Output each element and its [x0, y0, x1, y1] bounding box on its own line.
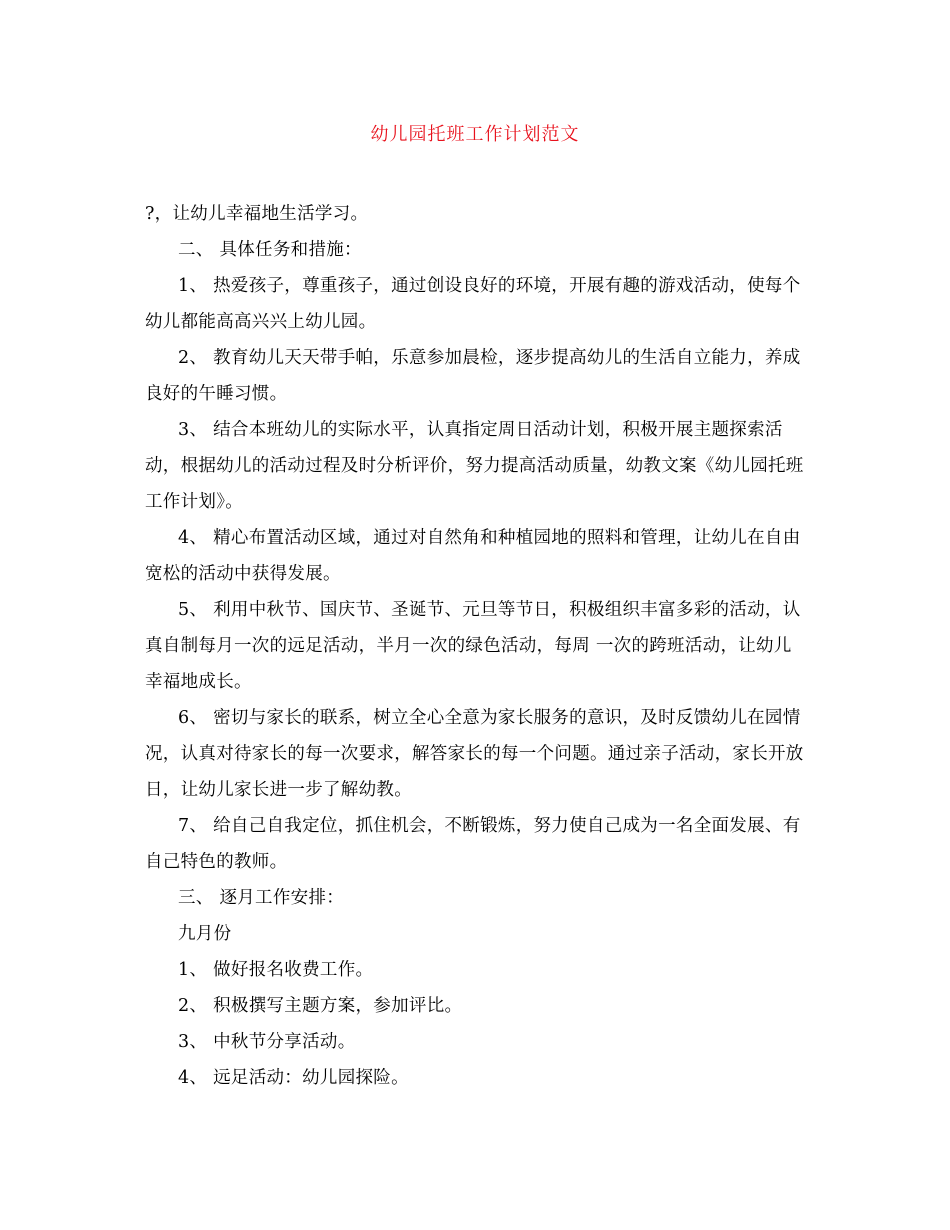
month-heading-september: 九月份: [178, 924, 232, 944]
task-item-7: 7、 给自己自我定位，抓住机会，不断锻炼，努力使自己成为一名全面发展、有自己特色的教师。: [145, 816, 801, 872]
document-title: 幼儿园托班工作计划范文: [370, 124, 580, 145]
document-body: [145, 196, 805, 1096]
september-item-1: 1、 做好报名收费工作。: [178, 960, 374, 980]
september-item-4: 4、 远足活动：幼儿园探险。: [178, 1068, 409, 1088]
task-item-6: 6、 密切与家长的联系，树立全心全意为家长服务的意识，及时反馈幼儿在园情况，认真对待家长的每一次要求，解答家长的每一个问题。通过亲子活动，家长开放日，让幼儿家长进一步了解幼教。: [145, 708, 804, 800]
section-heading-tasks: 二、 具体任务和措施：: [178, 240, 362, 260]
paragraph-intro-fragment: ?，让幼儿幸福地生活学习。: [145, 204, 369, 224]
task-item-3: 3、 结合本班幼儿的实际水平，认真指定周日活动计划，积极开展主题探索活动，根据幼儿的活动过程及时分析评价，努力提高活动质量，幼教文案《幼儿园托班工作计划》。: [145, 420, 804, 512]
september-item-3: 3、 中秋节分享活动。: [178, 1032, 356, 1052]
september-item-2: 2、 积极撰写主题方案，参加评比。: [178, 996, 463, 1016]
task-item-2: 2、 教育幼儿天天带手帕，乐意参加晨检，逐步提高幼儿的生活自立能力，养成良好的午睡习惯。: [145, 348, 801, 404]
task-item-4: 4、 精心布置活动区域，通过对自然角和种植园地的照料和管理，让幼儿在自由宽松的活动中获得发展。: [145, 528, 801, 584]
task-item-5: 5、 利用中秋节、国庆节、圣诞节、元旦等节日，积极组织丰富多彩的活动，认真自制每月一次的远足活动，半月一次的绿色活动，每周 一次的跨班活动，让幼儿幸福地成长。: [145, 600, 801, 692]
section-heading-monthly: 三、 逐月工作安排：: [178, 888, 345, 908]
task-item-1: 1、 热爱孩子，尊重孩子，通过创设良好的环境，开展有趣的游戏活动，使每个幼儿都能高高兴兴上幼儿园。: [145, 276, 801, 332]
